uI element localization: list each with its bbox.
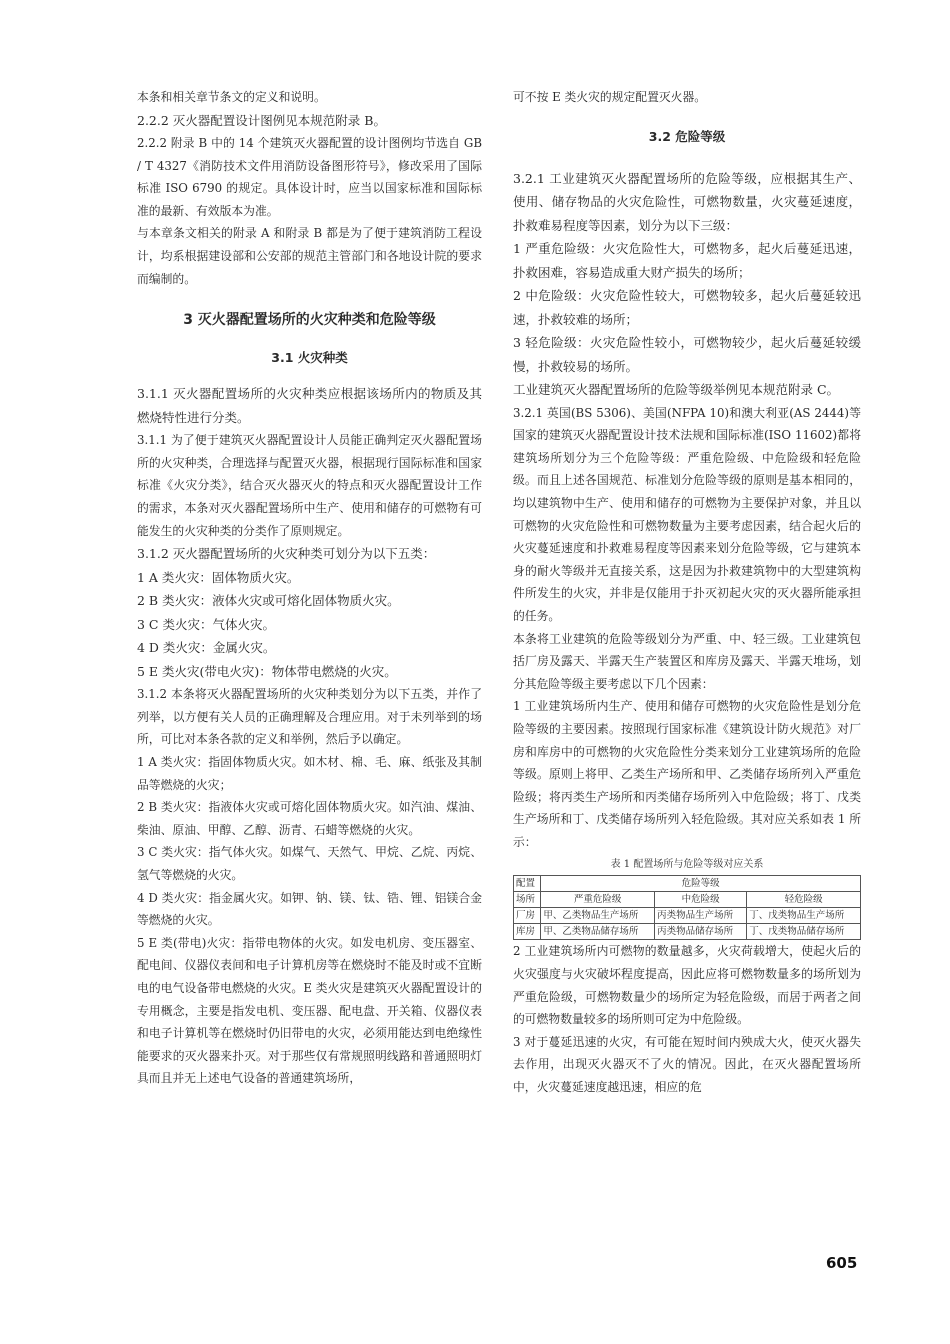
paragraph: 本条和相关章节条文的定义和说明。 <box>137 90 326 104</box>
table-row <box>514 924 861 940</box>
paragraph: 与本章条文相关的附录 A 和附录 B 都是为了便于建筑消防工程设计，均系根据建设部和公安部的规范主管部门和各地设计院的要求而编制的。 <box>137 226 482 286</box>
list-item: 4 D 类火灾：指金属火灾。如钾、钠、镁、钛、锆、锂、铝镁合金等燃烧的火灾。 <box>137 890 482 928</box>
table-caption: 表 1 配置场所与危险等级对应关系 <box>610 859 764 871</box>
list-item: 3 C 类火灾：指气体火灾。如煤气、天然气、甲烷、乙烷、丙烷、氢气等燃烧的火灾。 <box>137 845 482 882</box>
paragraph: 工业建筑灭火器配置场所的危险等级举例见本规范附录 C。 <box>513 382 840 398</box>
clause-2-2-2: 2.2.2 灭火器配置设计图例见本规范附录 B。 <box>137 112 386 128</box>
table-col-header: 轻危险级 <box>747 892 861 908</box>
table-row <box>514 908 861 924</box>
page-number: 605 <box>826 1254 858 1272</box>
commentary-3-1-2: 3.1.2 本条将灭火器配置场所的火灾种类划分为以下五类，并作了列举，以方便有关人员的正确理解及合理应用。对于未列举到的场所，可比对本条各款的定义和举例，然后予以确定。 <box>137 687 482 747</box>
table-cell: 甲、乙类物品生产场所 <box>541 908 655 924</box>
table-cell: 丁、戊类物品生产场所 <box>747 908 861 924</box>
list-item: 2 工业建筑场所内可燃物的数量越多，火灾荷载增大，使起火后的火灾强度与火灾破坏程度提高，因此应将可燃物数量多的场所划为严重危险级，可燃物数量少的场所定为轻危险级，而居于两者之间的可燃物数量较多的场所则可定为中危险级。 <box>513 944 861 1027</box>
list-item: 3 C 类火灾：气体火灾。 <box>137 616 275 632</box>
list-item: 2 中危险级：火灾危险性较大，可燃物较多，起火后蔓延较迅速，扑救较难的场所； <box>513 288 861 327</box>
table-cell: 甲、乙类物品储存场所 <box>541 924 655 940</box>
chapter-title: 3 灭火器配置场所的火灾种类和危险等级 <box>183 312 436 329</box>
list-item: 3 轻危险级：火灾危险性较小，可燃物较少，起火后蔓延较缓慢，扑救较易的场所。 <box>513 335 861 374</box>
left-column <box>137 86 482 1090</box>
list-item: 1 A 类火灾：固体物质火灾。 <box>137 569 300 585</box>
clause-3-1-1: 3.1.1 灭火器配置场所的火灾种类应根据该场所内的物质及其燃烧特性进行分类。 <box>137 386 482 425</box>
table-row-label: 厂房 <box>514 908 541 924</box>
table-row <box>514 892 861 908</box>
list-item: 3 对于蔓延迅速的火灾，有可能在短时间内殃成大火，使灭火器失去作用，出现灭火器灭不了火的情况。因此，在灭火器配置场所中，火灾蔓延速度越迅速，相应的危 <box>513 1034 861 1095</box>
paragraph: 可不按 E 类火灾的规定配置灭火器。 <box>513 90 707 104</box>
right-column <box>513 86 861 1099</box>
table-col-header: 中危险级 <box>655 892 747 908</box>
list-item: 1 严重危险级：火灾危险性大，可燃物多，起火后蔓延迅速，扑救困难，容易造成重大财产损失的场所； <box>513 241 861 280</box>
clause-3-1-2: 3.1.2 灭火器配置场所的火灾种类可划分为以下五类： <box>137 546 436 562</box>
commentary-3-1-1: 3.1.1 为了便于建筑灭火器配置设计人员能正确判定灭火器配置场所的火灾种类，合理选择与配置灭火器，根据现行国际标准和国家标准《火灾分类》，结合灭火器灭火的特点和灭火器配置设计工作的需求，本条对灭火器配置场所中生产、使用和储存的可燃物有可能发生的火灾种类的分类作了原则规定。 <box>137 433 482 538</box>
table-cell: 丁、戊类物品储存场所 <box>747 924 861 940</box>
list-item: 2 B 类火灾：指液体火灾或可熔化固体物质火灾。如汽油、煤油、柴油、原油、甲醇、乙醇、沥青、石蜡等燃烧的火灾。 <box>137 800 482 837</box>
section-title-3-2: 3.2 危险等级 <box>648 128 726 144</box>
list-item: 5 E 类(带电)火灾：指带电物体的火灾。如发电机房、变压器室、配电间、仪器仪表间和电子计算机房等在燃烧时不能及时或不宜断电的电气设备带电燃烧的火灾。E 类火灾是建筑灭火器配置设计的专用概念，主要是指发电机、变压器、配电盘、开关箱、仪器仪表和电子计算机等在燃烧时仍旧带电的火灾，必须用能达到电绝缘性能要求的灭火器来扑灭。对于那些仅有常规照明线路和普通照明灯具而且并无上述电气设备的普通建筑场所， <box>137 935 482 1086</box>
list-item: 1 A 类火灾：指固体物质火灾。如木材、棉、毛、麻、纸张及其制品等燃烧的火灾； <box>137 755 482 792</box>
table-corner-cell: 场所 <box>514 892 541 908</box>
commentary-2-2-2: 2.2.2 附录 B 中的 14 个建筑灭火器配置的设计图例均节选自 GB / T 4327《消防技术文件用消防设备图形符号》，修改采用了国际标准 ISO 6790 的规定。具体设计时，应当以国家标准和国际标准的最新、有效版本为准。 <box>137 136 482 218</box>
list-item: 4 D 类火灾：金属火灾。 <box>137 640 276 656</box>
paragraph: 本条将工业建筑的危险等级划分为严重、中、轻三级。工业建筑包括厂房及露天、半露天生产装置区和库房及露天、半露天堆场，划分其危险等级主要考虑以下几个因素： <box>513 631 861 691</box>
table-cell: 丙类物品生产场所 <box>655 908 747 924</box>
list-item: 2 B 类火灾：液体火灾或可熔化固体物质火灾。 <box>137 593 400 609</box>
table-cell: 丙类物品储存场所 <box>655 924 747 940</box>
list-item: 5 E 类火灾(带电火灾)：物体带电燃烧的火灾。 <box>137 663 397 679</box>
table-row <box>514 876 861 892</box>
clause-3-2-1: 3.2.1 工业建筑灭火器配置场所的危险等级，应根据其生产、使用、储存物品的火灾危险性，可燃物数量，火灾蔓延速度，扑救难易程度等因素，划分为以下三级： <box>513 170 861 233</box>
table-row-label: 库房 <box>514 924 541 940</box>
commentary-3-2-1: 3.2.1 英国(BS 5306)、美国(NFPA 10)和澳大利亚(AS 2444)等国家的建筑灭火器配置设计技术法规和国际标准(ISO 11602)都将建筑场所划分为三个危险等级：严重危险级、中危险级和轻危险级。而且上述各国规范、标准划分危险等级的原则是基本相同的，均以建筑物中生产、使用和储存的可燃物为主要保护对象，并且以可燃物的火灾危险性和可燃物数量为主要考虑因素，结合起火后的火灾蔓延速度和扑救难易程度等因素来划分危险等级，它与建筑本身的耐火等级并无直接关系，这是因为扑救建筑物中的大型建筑构件所发生的火灾，并非是仅能用于扑灭初起火灾的灭火器所能承担的任务。 <box>513 405 861 623</box>
section-title-3-1: 3.1 火灾种类 <box>271 350 348 366</box>
table-col-header: 严重危险级 <box>541 892 655 908</box>
table-corner-cell: 配置 <box>514 876 541 892</box>
table-group-header: 危险等级 <box>541 876 861 892</box>
hazard-table <box>513 875 861 940</box>
list-item: 1 工业建筑场所内生产、使用和储存可燃物的火灾危险性是划分危险等级的主要因素。按照现行国家标准《建筑设计防火规范》对厂房和库房中的可燃物的火灾危险性分类来划分工业建筑场所的危险等级。原则上将甲、乙类生产场所和甲、乙类储存场所列入严重危险级；将丙类生产场所和丙类储存场所列入中危险级；将丁、戊类生产场所和丁、戊类储存场所列入轻危险级。其对应关系如表 1 所示： <box>513 699 861 849</box>
